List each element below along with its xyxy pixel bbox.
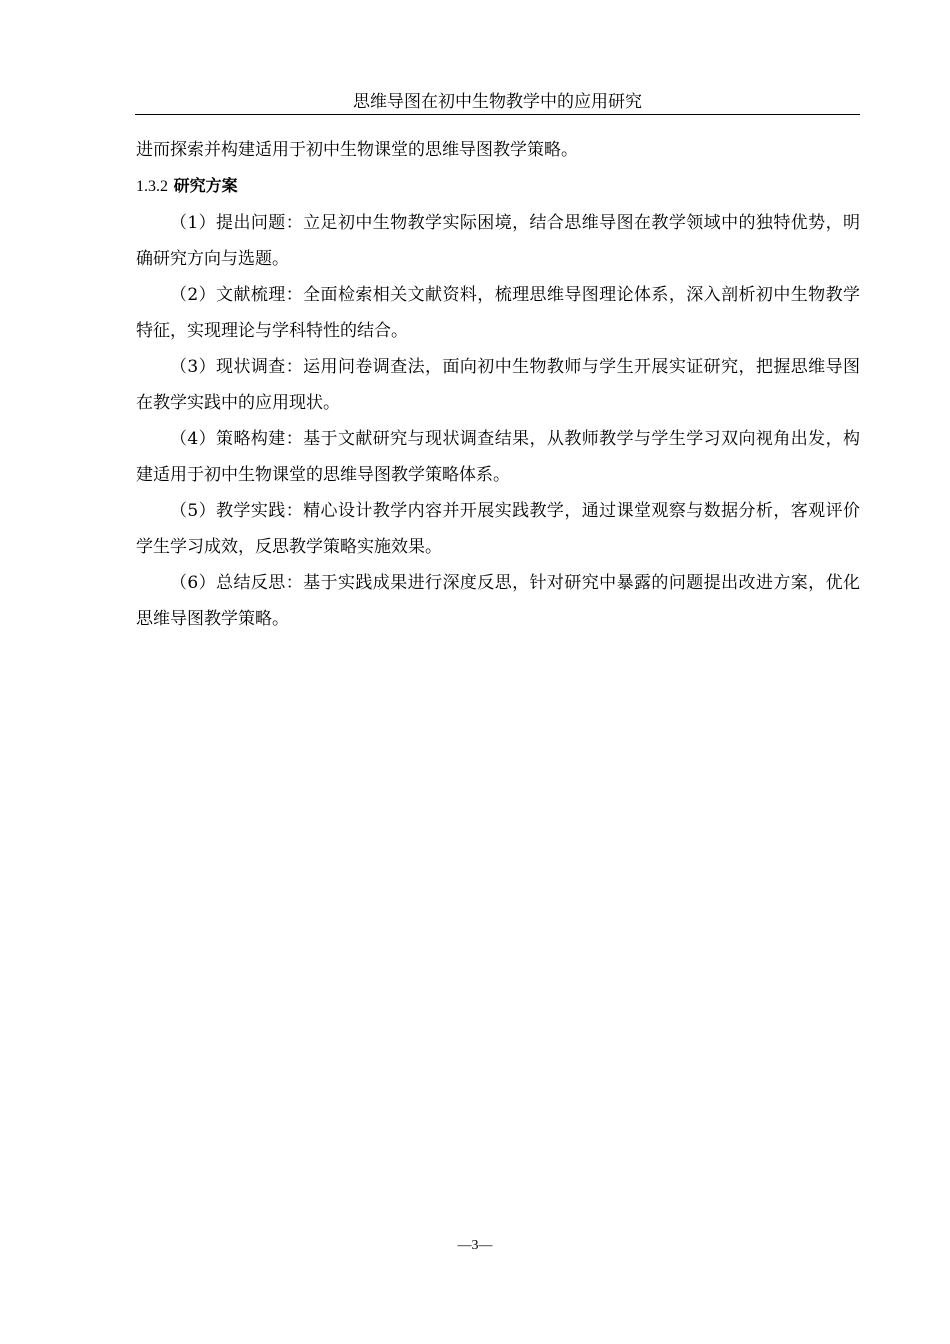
section-number: 1.3.2 xyxy=(136,178,168,195)
page-number: —3— xyxy=(457,1238,493,1253)
running-header-title: 思维导图在初中生物教学中的应用研究 xyxy=(353,92,642,112)
step-paragraph-5: （5）教学实践：精心设计教学内容并开展实践教学，通过课堂观察与数据分析，客观评价学生学习成效，反思教学策略实施效果。 xyxy=(136,501,860,557)
continuation-paragraph: 进而探索并构建适用于初中生物课堂的思维导图教学策略。 xyxy=(136,140,578,160)
step-paragraph-2: （2）文献梳理：全面检索相关文献资料，梳理思维导图理论体系，深入剖析初中生物教学特征，实现理论与学科特性的结合。 xyxy=(136,285,860,341)
section-title: 研究方案 xyxy=(173,176,238,195)
section-heading xyxy=(136,168,860,205)
step-paragraph-3: （3）现状调查：运用问卷调查法，面向初中生物教师与学生开展实证研究，把握思维导图在教学实践中的应用现状。 xyxy=(136,357,860,413)
step-paragraph-4: （4）策略构建：基于文献研究与现状调查结果，从教师教学与学生学习双向视角出发，构建适用于初中生物课堂的思维导图教学策略体系。 xyxy=(136,429,860,485)
page-body xyxy=(136,132,860,637)
step-paragraph-6: （6）总结反思：基于实践成果进行深度反思，针对研究中暴露的问题提出改进方案，优化思维导图教学策略。 xyxy=(136,573,860,629)
header-rule xyxy=(135,114,860,115)
step-paragraph-1: （1）提出问题：立足初中生物教学实际困境，结合思维导图在教学领域中的独特优势，明确研究方向与选题。 xyxy=(136,213,860,269)
